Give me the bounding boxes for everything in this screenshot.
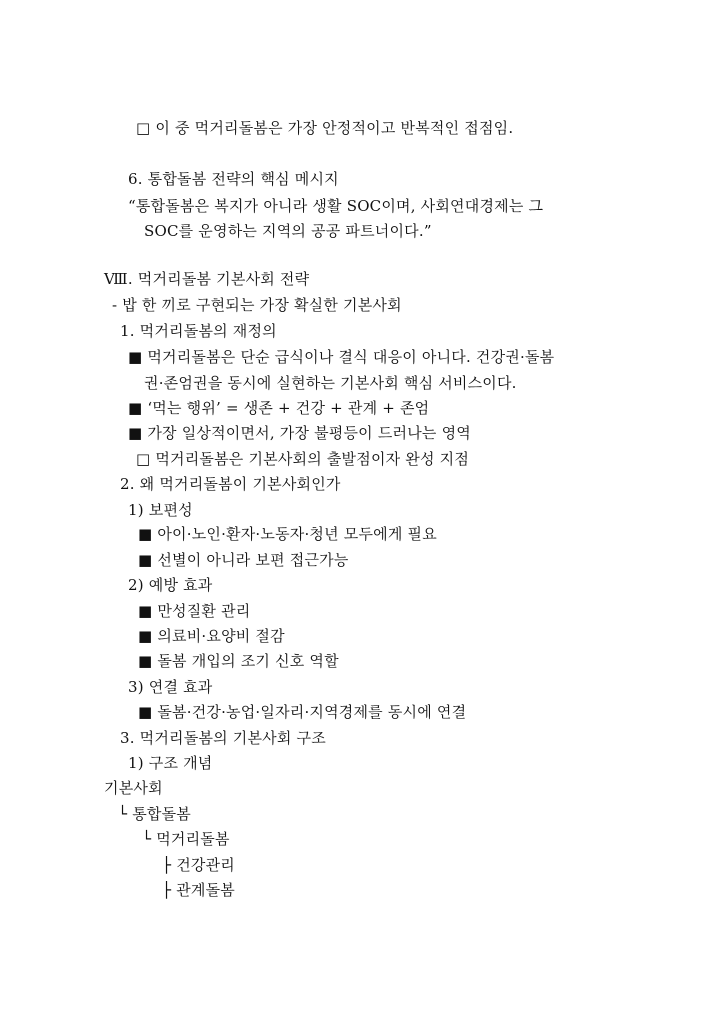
quote-line-continued: SOC를 운영하는 지역의 공공 파트너이다.” [144, 222, 432, 240]
tree-root: 기본사회 [104, 779, 163, 797]
subsection-heading: 2. 왜 먹거리돌봄이 기본사회인가 [120, 475, 341, 493]
bullet-item: ■ 선별이 아니라 보편 접근가능 [138, 551, 349, 569]
bullet-item: ■ 돌봄 개입의 조기 신호 역할 [138, 652, 339, 670]
bullet-item: ■ 먹거리돌봄은 단순 급식이나 결식 대응이 아니다. 건강권·돌봄 [128, 348, 555, 366]
bullet-item: ■ 아이·노인·환자·노동자·청년 모두에게 필요 [138, 525, 437, 543]
bullet-item: ■ ‘먹는 행위’ = 생존 + 건강 + 관계 + 존엄 [128, 399, 430, 417]
bullet-item: ■ 돌봄·건강·농업·일자리·지역경제를 동시에 연결 [138, 703, 467, 721]
tree-node: └ 통합돌봄 [118, 805, 191, 823]
bullet-item: ■ 가장 일상적이면서, 가장 불평등이 드러나는 영역 [128, 424, 471, 442]
chapter-subtitle: - 밥 한 끼로 구현되는 가장 확실한 기본사회 [112, 296, 402, 314]
bullet-item: ■ 의료비·요양비 절감 [138, 627, 285, 645]
item-heading: 1) 구조 개념 [128, 754, 213, 772]
bullet-item-continued: 권·존엄권을 동시에 실현하는 기본사회 핵심 서비스이다. [144, 374, 517, 392]
note-line: □ 이 중 먹거리돌봄은 가장 안정적이고 반복적인 접점임. [136, 119, 514, 137]
section-heading: 6. 통합돌봄 전략의 핵심 메시지 [128, 170, 339, 188]
tree-leaf: ├ 관계돌봄 [162, 881, 235, 899]
note-line: □ 먹거리돌봄은 기본사회의 출발점이자 완성 지점 [136, 450, 470, 468]
item-heading: 1) 보편성 [128, 501, 193, 519]
tree-leaf: ├ 건강관리 [162, 856, 235, 874]
chapter-heading: Ⅷ. 먹거리돌봄 기본사회 전략 [104, 270, 310, 288]
quote-line: “통합돌봄은 복지가 아니라 생활 SOC이며, 사회연대경제는 그 [128, 197, 544, 215]
subsection-heading: 1. 먹거리돌봄의 재정의 [120, 322, 277, 340]
item-heading: 3) 연결 효과 [128, 678, 213, 696]
subsection-heading: 3. 먹거리돌봄의 기본사회 구조 [120, 729, 326, 747]
tree-node: └ 먹거리돌봄 [142, 830, 230, 848]
item-heading: 2) 예방 효과 [128, 576, 213, 594]
bullet-item: ■ 만성질환 관리 [138, 602, 251, 620]
